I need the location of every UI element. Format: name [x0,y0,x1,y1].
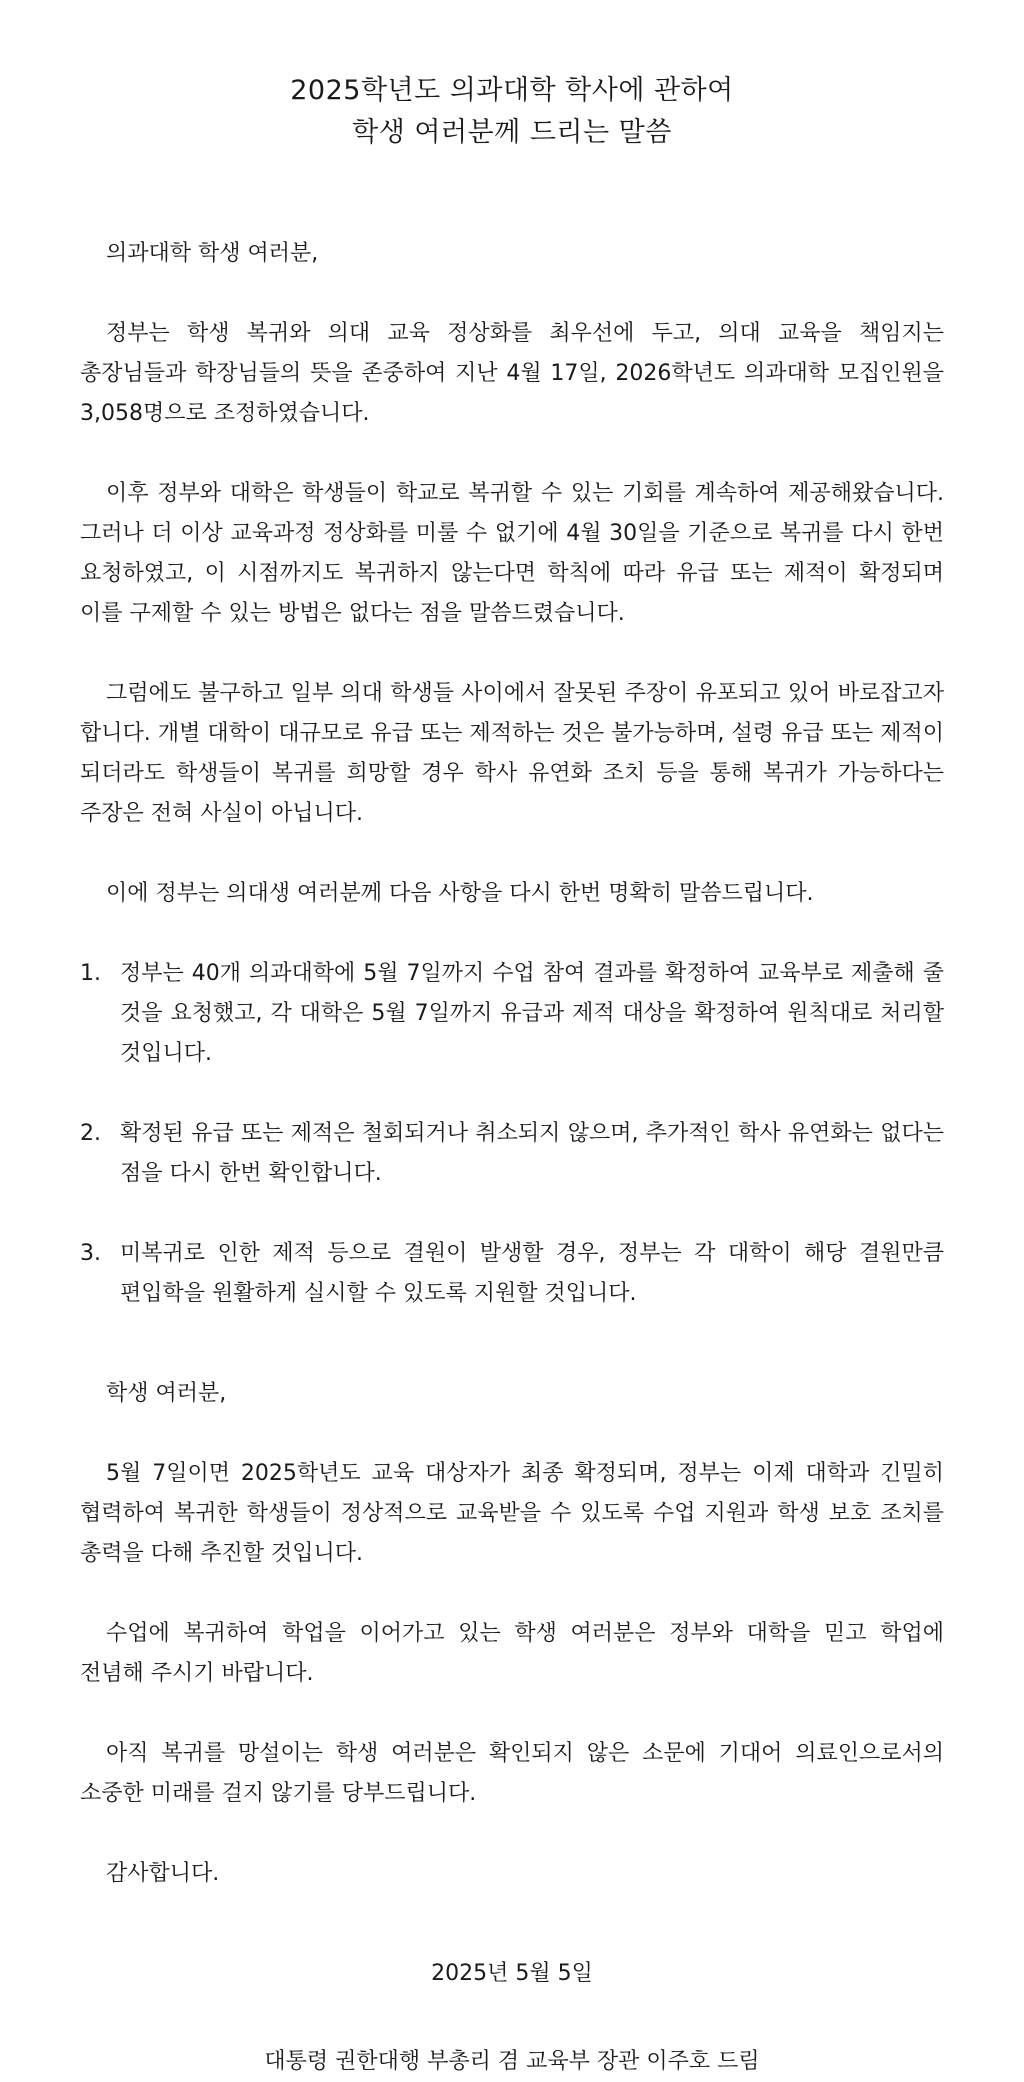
title-line-1: 2025학년도 의과대학 학사에 관하여 [290,75,734,106]
signature: 대통령 권한대행 부총리 겸 교육부 장관 이주호 드림 [264,2049,760,2074]
closing: 감사합니다. [106,1861,220,1886]
list-text: 미복귀로 인한 제적 등으로 결원이 발생할 경우, 정부는 각 대학이 해당 결원만큼 편입학을 원활하게 실시할 수 있도록 지원할 것입니다. [120,1241,944,1306]
letter-date: 2025년 5월 5일 [431,1961,593,1986]
list-text: 확정된 유급 또는 제적은 철회되거나 취소되지 않으며, 추가적인 학사 유연화는 없다는 점을 다시 한번 확인합니다. [120,1121,944,1186]
list-number: 1. [80,961,101,986]
paragraph-4: 이에 정부는 의대생 여러분께 다음 사항을 다시 한번 명확히 말씀드립니다. [106,881,814,906]
paragraph-5: 5월 7일이면 2025학년도 교육 대상자가 최종 확정되며, 정부는 이제 대학과 긴밀히 협력하여 복귀한 학생들이 정상적으로 교육받을 수 있도록 수업 지원과 학생 보호 조치를 총력을 다해 추진할 것입니다. [80,1461,944,1566]
list-item [80,954,944,1074]
letter-title [80,70,944,154]
salutation-2: 학생 여러분, [106,1381,227,1406]
list-item [80,1114,944,1194]
salutation: 의과대학 학생 여러분, [106,241,319,266]
paragraph-3: 그럼에도 불구하고 일부 의대 학생들 사이에서 잘못된 주장이 유포되고 있어 바로잡고자 합니다. 개별 대학이 대규모로 유급 또는 제적하는 것은 불가능하며, 설령 유급 또는 제적이 되더라도 학생들이 복귀를 희망할 경우 학사 유연화 조치 등을 통해 복귀가 가능하다는 주장은 전혀 사실이 아닙니다. [80,681,944,826]
directive-list [80,954,944,1314]
title-line-2: 학생 여러분께 드리는 말씀 [352,117,672,148]
paragraph-1: 정부는 학생 복귀와 의대 교육 정상화를 최우선에 두고, 의대 교육을 책임지는 총장님들과 학장님들의 뜻을 존중하여 지난 4월 17일, 2026학년도 의과대학 모집인원을 3,058명으로 조정하였습니다. [80,321,944,426]
paragraph-2: 이후 정부와 대학은 학생들이 학교로 복귀할 수 있는 기회를 계속하여 제공해왔습니다. 그러나 더 이상 교육과정 정상화를 미룰 수 없기에 4월 30일을 기준으로 복귀를 다시 한번 요청하였고, 이 시점까지도 복귀하지 않는다면 학칙에 따라 유급 또는 제적이 확정되며 이를 구제할 수 있는 방법은 없다는 점을 말씀드렸습니다. [80,481,944,626]
list-text: 정부는 40개 의과대학에 5월 7일까지 수업 참여 결과를 확정하여 교육부로 제출해 줄 것을 요청했고, 각 대학은 5월 7일까지 유급과 제적 대상을 확정하여 원칙대로 처리할 것입니다. [120,961,944,1066]
paragraph-6: 수업에 복귀하여 학업을 이어가고 있는 학생 여러분은 정부와 대학을 믿고 학업에 전념해 주시기 바랍니다. [80,1621,944,1686]
list-item [80,1234,944,1314]
paragraph-7: 아직 복귀를 망설이는 학생 여러분은 확인되지 않은 소문에 기대어 의료인으로서의 소중한 미래를 걸지 않기를 당부드립니다. [80,1741,944,1806]
list-number: 2. [80,1121,101,1146]
list-number: 3. [80,1241,101,1266]
